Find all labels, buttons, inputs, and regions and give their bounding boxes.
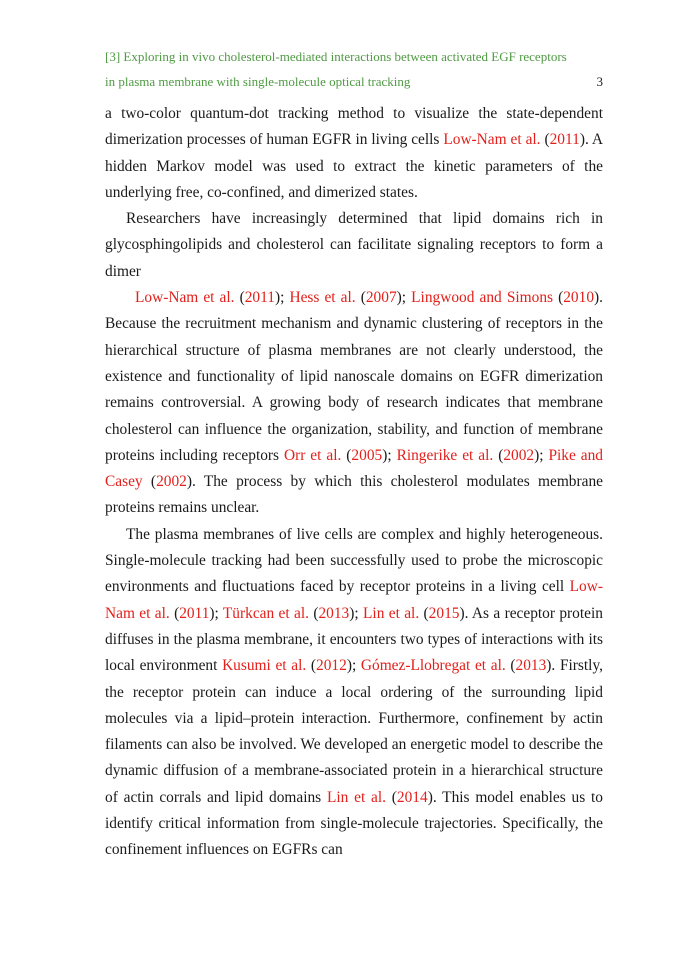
citation-year-link[interactable]: 2011	[244, 289, 275, 307]
text-run: ). This model enables us to identify critical information from single-molecule trajectories. Specifically, the confinement influences on EGFRs can	[105, 788, 603, 859]
text-run: ). The process by which this cholesterol modulates membrane proteins remains unclear.	[105, 473, 603, 517]
citation-link[interactable]: Lin et al.	[363, 604, 420, 622]
header-title-line-2: in plasma membrane with single-molecule optical tracking	[105, 74, 411, 89]
citation-year-link[interactable]: 2015	[428, 604, 460, 622]
citation-link[interactable]: Orr et al.	[283, 446, 342, 464]
citation-year-link[interactable]: 2011	[179, 604, 210, 622]
citation-year-link[interactable]: 2002	[156, 473, 187, 491]
paragraph-2	[105, 206, 603, 285]
citation-year-link[interactable]: 2013	[318, 604, 350, 622]
citation-link[interactable]: Hess et al.	[289, 289, 356, 307]
text-run: The plasma membranes of live cells are complex and highly heterogeneous. Single-molecule tracking had been successfully used to probe the microscopic environments and fluctuations faced by receptor proteins in a living cell	[105, 525, 603, 596]
citation-year-link[interactable]: 2010	[563, 289, 595, 307]
text-run: ). As a receptor protein diffuses in the plasma membrane, it encounters two types of interactions with its local environment	[105, 604, 603, 675]
citation-link[interactable]: Lin et al.	[326, 788, 386, 806]
citation-year-link[interactable]: 2014	[396, 788, 428, 806]
text-run: a two-color quantum-dot tracking method to visualize the state-dependent dimerization processes of human EGFR in living cells	[105, 105, 603, 149]
header-title-line-1: [3] Exploring in vivo cholesterol-mediated interactions between activated EGF receptors	[105, 49, 567, 64]
citation-link[interactable]: Türkcan et al.	[222, 604, 309, 622]
citation-year-link[interactable]: 2011	[549, 131, 580, 149]
citation-link[interactable]: Pike and Casey	[105, 446, 604, 491]
text-run: ). A hidden Markov model was used to extract the kinetic parameters of the underlying free, co-confined, and dimerized states.	[105, 131, 603, 201]
page-number: 3	[596, 74, 603, 89]
citation-link[interactable]: Low-Nam et al.	[443, 131, 541, 149]
citation-link[interactable]: Low-Nam et al.	[135, 289, 235, 307]
running-header	[105, 44, 603, 94]
citation-year-link[interactable]: 2012	[316, 657, 347, 675]
citation-link[interactable]: Gómez-Llobregat et al.	[360, 657, 506, 675]
citation-year-link[interactable]: 2002	[503, 446, 535, 464]
text-run: ). Because the recruitment mechanism and dynamic clustering of receptors in the hierarchical structure of plasma membranes are not clearly understood, the existence and functionality of lipid nanoscale domains on EGFR dimerization remains controversial. A growing body of research indicates that membrane cholesterol can influence the organization, stability, and function of membrane proteins including receptors	[105, 289, 603, 464]
citation-link[interactable]: Ringerike et al.	[396, 446, 494, 464]
paragraph-3: Low-Nam et al. (2011); Hess et al. (2007); Lingwood and Simons (2010). Because the recruitment mechanism and dynamic clustering of receptors in the hierarchical structure of plasma membranes are not clearly understood, the existence and functionality of lipid nanoscale domains on EGFR dimerization remains controversial. A growing body of research indicates that membrane cholesterol can influence the organization, stability, and function of membrane proteins including receptors Orr et al. (2005); Ringerike et al. (2002); Pike and Casey (2002). The process by which this cholesterol modulates membrane proteins remains unclear.	[105, 289, 604, 517]
body-text	[105, 101, 603, 864]
citation-link[interactable]: Kusumi et al.	[222, 657, 307, 675]
paragraph-1: a two-color quantum-dot tracking method to visualize the state-dependent dimerization processes of human EGFR in living cells Low-Nam et al. (2011). A hidden Markov model was used to extract the kinetic parameters of the underlying free, co-confined, and dimerized states.	[105, 105, 603, 201]
citation-link[interactable]: Low-Nam et al.	[105, 578, 603, 622]
citation-year-link[interactable]: 2007	[365, 289, 397, 307]
citation-link[interactable]: Lingwood and Simons	[411, 289, 554, 307]
paragraph-4: The plasma membranes of live cells are complex and highly heterogeneous. Single-molecule tracking had been successfully used to probe the microscopic environments and fluctuations faced by receptor proteins in a living cell Low-Nam et al. (2011); Türkcan et al. (2013); Lin et al. (2015). As a receptor protein diffuses in the plasma membrane, it encounters two types of interactions with its local environment Kusumi et al. (2012); Gómez-Llobregat et al. (2013). Firstly, the receptor protein can induce a local ordering of the surrounding lipid molecules via a lipid–protein interaction. Furthermore, confinement by actin filaments can also be involved. We developed an energetic model to describe the dynamic diffusion of a membrane-associated protein in a hierarchical structure of actin corrals and lipid domains Lin et al. (2014). This model enables us to identify critical information from single-molecule trajectories. Specifically, the confinement influences on EGFRs can	[105, 525, 603, 859]
text-run: ). Firstly, the receptor protein can induce a local ordering of the surrounding lipid molecules via a lipid–protein interaction. Furthermore, confinement by actin filaments can also be involved. We developed an energetic model to describe the dynamic diffusion of a membrane-associated protein in a hierarchical structure of actin corrals and lipid domains	[105, 657, 603, 806]
citation-year-link[interactable]: 2013	[515, 657, 547, 675]
citation-year-link[interactable]: 2005	[351, 446, 383, 464]
text-run: Researchers have increasingly determined that lipid domains rich in glycosphingolipids and cholesterol can facilitate signaling receptors to form a dimer	[105, 210, 603, 280]
